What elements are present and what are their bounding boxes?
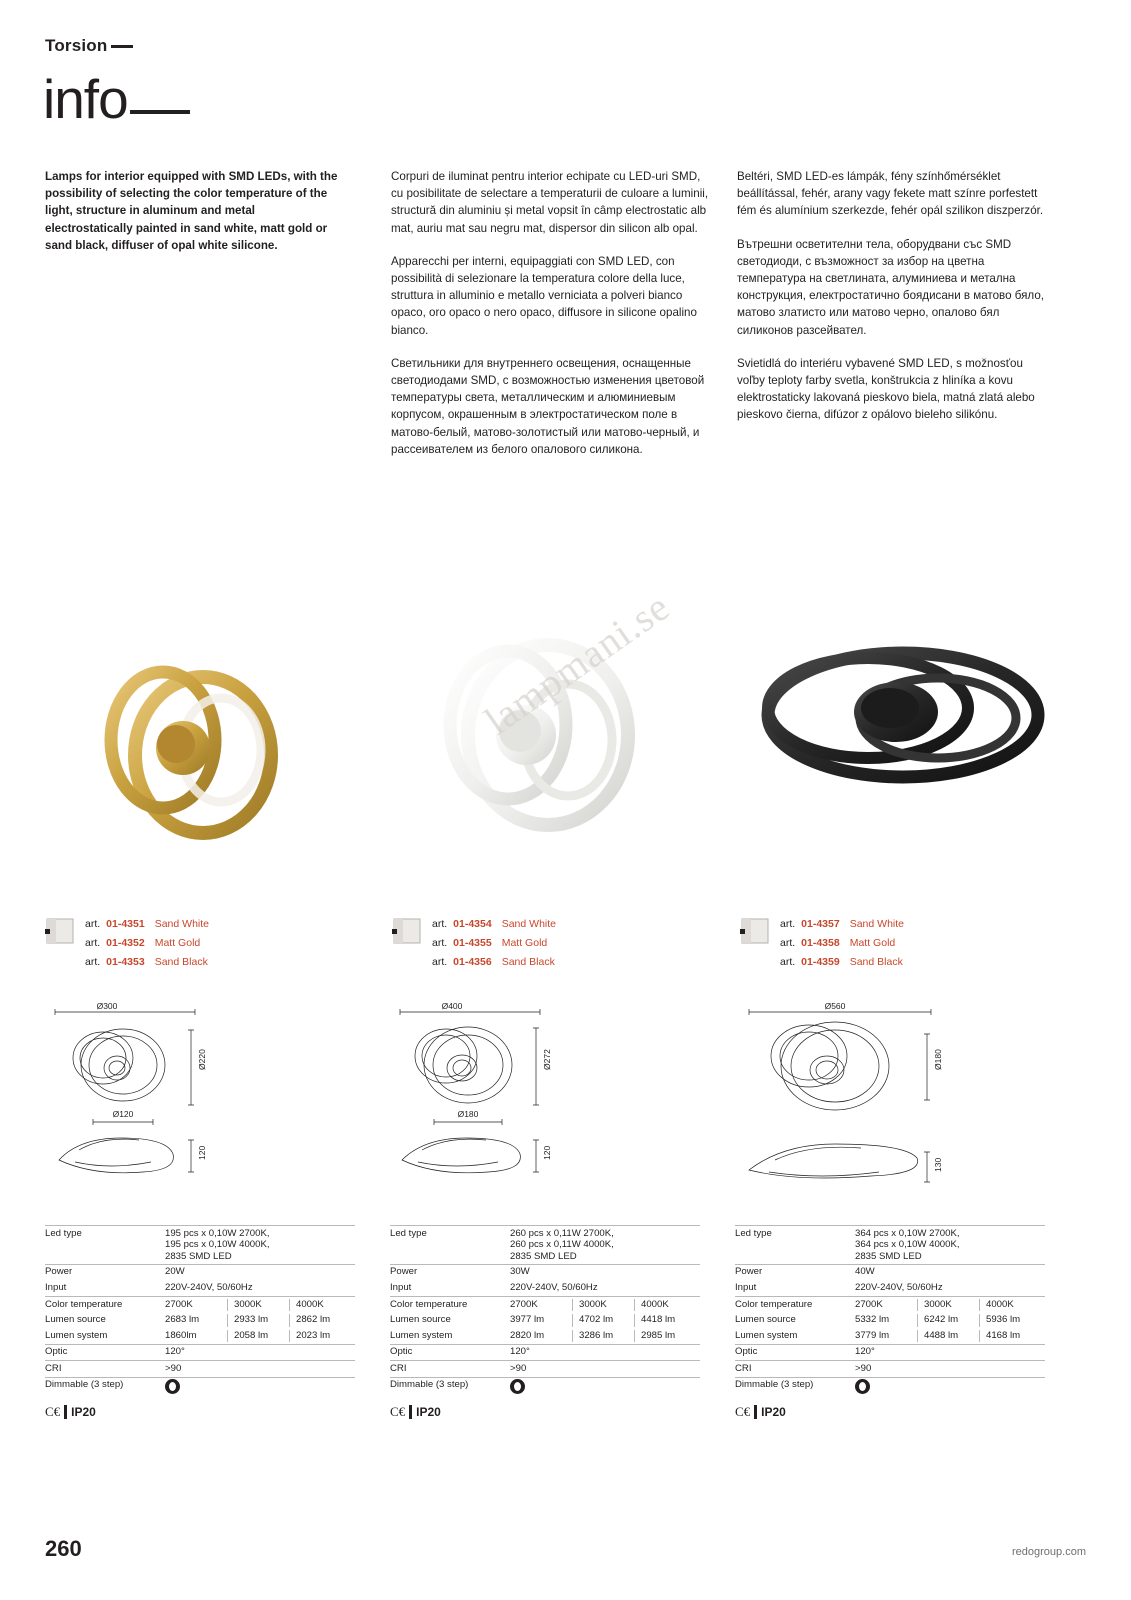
product-photo-white <box>375 600 720 900</box>
lumen-source-value: 5332 lm <box>855 1314 890 1325</box>
art-number: 01-4353 <box>106 956 145 968</box>
art-number: 01-4357 <box>801 918 840 930</box>
spec-value: 220V-240V, 50/60Hz <box>165 1281 253 1293</box>
product-photo-black <box>730 600 1075 900</box>
led-type-line: 195 pcs x 0,10W 2700K, <box>165 1227 270 1239</box>
technical-drawings <box>0 1000 1131 1210</box>
art-label: art. <box>780 956 796 968</box>
spec-row-lumen-source <box>735 1313 1045 1329</box>
art-number: 01-4356 <box>453 956 492 968</box>
ce-mark-icon: C€ <box>45 1404 61 1419</box>
art-label: art. <box>432 918 448 930</box>
drawing-black-svg <box>735 1000 1065 1210</box>
art-finish: Sand White <box>501 918 556 930</box>
spec-label: Color temperature <box>390 1298 468 1310</box>
dim-diameter: Ø560 <box>824 1001 846 1011</box>
art-number: 01-4355 <box>453 937 492 949</box>
spec-label: Power <box>390 1266 418 1277</box>
spec-label: Lumen system <box>735 1329 798 1341</box>
drawing-black <box>735 1000 1065 1215</box>
lumen-source-value: 4702 lm <box>572 1314 634 1327</box>
spec-row-led-type <box>735 1226 1045 1264</box>
finish-swatch-icon <box>740 917 770 945</box>
art-finish: Sand Black <box>154 956 208 968</box>
spec-label: CRI <box>390 1362 407 1374</box>
ct-value: 4000K <box>289 1299 351 1312</box>
spec-table-black <box>735 1225 1045 1420</box>
led-type-line: 195 pcs x 0,10W 4000K, <box>165 1239 270 1250</box>
code-row <box>780 934 904 953</box>
art-finish: Sand White <box>849 918 904 930</box>
drawing-gold-svg <box>45 1000 355 1210</box>
description-column-en <box>45 168 345 270</box>
code-row <box>85 915 209 934</box>
spec-row-cri <box>390 1361 700 1377</box>
finish-swatch-icon <box>45 917 75 945</box>
spec-label: Led type <box>45 1227 82 1239</box>
led-type-line: 260 pcs x 0,11W 2700K, <box>510 1227 614 1239</box>
spec-label: Power <box>735 1266 763 1277</box>
spec-value <box>165 1226 355 1264</box>
dim-diameter: Ø400 <box>441 1001 463 1011</box>
product-photo-gold <box>20 600 365 900</box>
code-row <box>85 934 209 953</box>
spec-label: Input <box>45 1281 67 1293</box>
ce-mark-icon: C€ <box>735 1404 751 1419</box>
torsion-gold-illustration <box>43 600 343 890</box>
code-row <box>432 915 556 934</box>
ip-rating: IP20 <box>409 1405 441 1419</box>
spec-row-lumen-source <box>45 1313 355 1329</box>
art-finish: Matt Gold <box>154 937 201 949</box>
spec-value <box>510 1328 700 1344</box>
lumen-system-value: 2058 lm <box>227 1330 289 1343</box>
description-paragraph: Svietidlá do interiéru vybavené SMD LED, s možnosťou voľby teploty farby svetla, konštrukcia z hliníka a kovu elektrostaticky lakovaná pieskovo biela, matná zlatá alebo pieskovo čierna, difúzor z opálovo bieleho silikónu. <box>737 356 1035 422</box>
led-type-line: 364 pcs x 0,10W 2700K, <box>855 1227 960 1239</box>
lumen-system-value: 4168 lm <box>979 1330 1041 1343</box>
code-block-white <box>392 915 556 972</box>
spec-value: 30W <box>510 1266 530 1277</box>
spec-value <box>165 1313 355 1329</box>
spec-value <box>510 1313 700 1329</box>
lumen-system-value: 2023 lm <box>289 1330 351 1343</box>
lumen-system-value: 3286 lm <box>572 1330 634 1343</box>
art-label: art. <box>85 956 101 968</box>
description-column-mid <box>391 168 711 474</box>
spec-label: Lumen source <box>45 1314 106 1325</box>
art-finish: Matt Gold <box>501 937 548 949</box>
lumen-source-value: 3977 lm <box>510 1314 545 1325</box>
lumen-source-value: 5936 lm <box>979 1314 1041 1327</box>
description-paragraph: Вътрешни осветителни тела, оборудвани със SMD светодиоди, с възможност за избор на цветна температура на светлината, алуминиева и метална конструкция, електростатично боядисани в матово бяло, матово златисто или матово черно, опалово бял силиконов разсейвател. <box>737 237 1044 337</box>
ip-rating: IP20 <box>754 1405 786 1419</box>
spec-value: 220V-240V, 50/60Hz <box>855 1281 943 1293</box>
art-label: art. <box>780 918 796 930</box>
drawing-gold <box>45 1000 355 1215</box>
ip-rating: IP20 <box>64 1405 96 1419</box>
spec-row-power <box>735 1265 1045 1281</box>
spec-value <box>855 1313 1045 1329</box>
brand-dash <box>111 45 133 48</box>
dimmable-icon <box>855 1378 1045 1398</box>
page-number: 260 <box>45 1536 82 1561</box>
spec-value <box>165 1297 355 1313</box>
dim-height-front: Ø180 <box>933 1049 943 1070</box>
spec-row-input <box>390 1280 700 1296</box>
art-number: 01-4358 <box>801 937 840 949</box>
art-finish: Matt Gold <box>849 937 896 949</box>
art-number: 01-4354 <box>453 918 492 930</box>
code-row <box>780 953 904 972</box>
dim-height-front: Ø220 <box>197 1049 207 1070</box>
spec-label: Optic <box>45 1346 68 1357</box>
dim-center: Ø180 <box>457 1109 479 1119</box>
spec-value <box>855 1297 1045 1313</box>
description-column-right <box>737 168 1047 440</box>
spec-value <box>855 1226 1045 1264</box>
brand-label: Torsion <box>45 36 108 55</box>
page-title <box>43 68 190 130</box>
dim-diameter: Ø300 <box>96 1001 118 1011</box>
spec-label: Dimmable (3 step) <box>735 1379 814 1390</box>
spec-label: CRI <box>45 1362 62 1374</box>
ct-value: 2700K <box>510 1298 538 1310</box>
code-row <box>432 953 556 972</box>
spec-value: 220V-240V, 50/60Hz <box>510 1281 598 1293</box>
spec-row-input <box>735 1280 1045 1296</box>
spec-label: CRI <box>735 1362 752 1374</box>
spec-row-color-temperature <box>390 1297 700 1313</box>
certification-line <box>735 1404 1045 1420</box>
certification-line <box>45 1404 355 1420</box>
spec-value <box>855 1328 1045 1344</box>
code-block-black <box>740 915 904 972</box>
art-label: art. <box>432 956 448 968</box>
spec-label: Dimmable (3 step) <box>45 1379 124 1390</box>
led-type-line: 2835 SMD LED <box>510 1250 577 1262</box>
code-block-gold <box>45 915 209 972</box>
ct-value: 4000K <box>979 1299 1041 1312</box>
spec-row-lumen-system <box>735 1328 1045 1344</box>
title-underline <box>130 110 190 114</box>
led-type-line: 2835 SMD LED <box>855 1250 922 1262</box>
ct-value: 3000K <box>917 1299 979 1312</box>
spec-label: Lumen source <box>390 1314 451 1325</box>
ct-value: 4000K <box>634 1299 696 1312</box>
spec-row-power <box>390 1265 700 1281</box>
spec-row-color-temperature <box>45 1297 355 1313</box>
spec-row-optic <box>390 1345 700 1361</box>
art-number: 01-4359 <box>801 956 840 968</box>
spec-label: Lumen system <box>390 1329 453 1341</box>
spec-row-optic <box>735 1345 1045 1361</box>
spec-row-input <box>45 1280 355 1296</box>
watermark: lampmani.se <box>476 583 678 744</box>
description-columns <box>45 168 1085 474</box>
spec-value: 20W <box>165 1266 185 1277</box>
description-paragraph: Apparecchi per interni, equipaggiati con SMD LED, con possibilità di selezionare la temperatura colore della luce, struttura in alluminio e metallo verniciata a polveri bianco opaco, oro opaco o nero opaco, diffusore in silicone opalino bianco. <box>391 254 697 337</box>
code-row <box>432 934 556 953</box>
description-paragraph: Corpuri de iluminat pentru interior echipate cu LED-uri SMD, cu posibilitate de selectare a temperaturii de culoare a luminii, structură din aluminiu și metal vopsit în câmp electrostatic alb mat, auriu mat sau negru mat, dispersor din silicon alb opal. <box>391 170 709 235</box>
spec-value: 40W <box>855 1266 875 1277</box>
spec-value: >90 <box>855 1362 872 1374</box>
torsion-white-illustration <box>398 600 698 890</box>
spec-label: Color temperature <box>735 1298 813 1310</box>
art-label: art. <box>85 937 101 949</box>
lumen-system-value: 4488 lm <box>917 1330 979 1343</box>
spec-label: Lumen system <box>45 1329 108 1341</box>
dim-depth: 130 <box>933 1157 943 1172</box>
drawing-white <box>390 1000 700 1215</box>
dim-depth: 120 <box>197 1145 207 1160</box>
spec-label: Optic <box>390 1346 413 1357</box>
dimmable-icon <box>165 1378 355 1398</box>
led-type-line: 260 pcs x 0,11W 4000K, <box>510 1239 614 1250</box>
spec-row-led-type <box>45 1226 355 1264</box>
art-finish: Sand Black <box>501 956 555 968</box>
spec-row-lumen-system <box>45 1328 355 1344</box>
spec-row-optic <box>45 1345 355 1361</box>
spec-value <box>510 1297 700 1313</box>
lumen-source-value: 4418 lm <box>634 1314 696 1327</box>
certification-line <box>390 1404 700 1420</box>
spec-row-power <box>45 1265 355 1281</box>
product-images <box>0 600 1131 930</box>
art-label: art. <box>432 937 448 949</box>
lumen-system-value: 2985 lm <box>634 1330 696 1343</box>
website-url: redogroup.com <box>1012 1546 1086 1558</box>
art-number: 01-4352 <box>106 937 145 949</box>
lumen-source-value: 2683 lm <box>165 1314 200 1325</box>
spec-value: >90 <box>510 1362 527 1374</box>
spec-label: Power <box>45 1266 73 1277</box>
spec-table-white <box>390 1225 700 1420</box>
drawing-white-svg <box>390 1000 700 1210</box>
spec-row-led-type <box>390 1226 700 1264</box>
spec-label: Color temperature <box>45 1298 123 1310</box>
spec-label: Led type <box>735 1227 772 1239</box>
spec-value <box>165 1328 355 1344</box>
ct-value: 3000K <box>227 1299 289 1312</box>
ct-value: 3000K <box>572 1299 634 1312</box>
art-label: art. <box>85 918 101 930</box>
description-paragraph: Lamps for interior equipped with SMD LEDs, with the possibility of selecting the color temperature of the light, structure in aluminum and metal electrostatically painted in sand white, matt gold or sand black, diffuser of opal white silicone. <box>45 170 338 252</box>
ct-value: 2700K <box>855 1298 883 1310</box>
spec-row-lumen-system <box>390 1328 700 1344</box>
spec-row-color-temperature <box>735 1297 1045 1313</box>
spec-row-dimmable <box>390 1378 700 1398</box>
description-paragraph: Beltéri, SMD LED-es lámpák, fény színhőmérséklet beállítással, fehér, arany vagy fekete matt színre porfestett fém és alumínium szerkezde, fehér opál szilikon diszperzór. <box>737 170 1044 218</box>
lumen-source-value: 6242 lm <box>917 1314 979 1327</box>
dimmable-icon <box>510 1378 700 1398</box>
spec-label: Input <box>735 1281 757 1293</box>
spec-table-gold <box>45 1225 355 1420</box>
art-number: 01-4351 <box>106 918 145 930</box>
spec-value: >90 <box>165 1362 182 1374</box>
led-type-line: 2835 SMD LED <box>165 1250 232 1262</box>
lumen-system-value: 1860lm <box>165 1329 197 1341</box>
dim-center: Ø120 <box>112 1109 134 1119</box>
spec-row-cri <box>735 1361 1045 1377</box>
brand-name <box>45 36 133 56</box>
page-title-text: info <box>43 68 128 130</box>
ct-value: 2700K <box>165 1298 193 1310</box>
spec-value: 120° <box>510 1346 530 1357</box>
spec-value: 120° <box>165 1346 185 1357</box>
spec-row-lumen-source <box>390 1313 700 1329</box>
dim-depth: 120 <box>542 1145 552 1160</box>
code-row <box>85 953 209 972</box>
torsion-black-illustration <box>738 600 1068 890</box>
spec-value <box>510 1226 700 1264</box>
spec-row-dimmable <box>45 1378 355 1398</box>
code-row <box>780 915 904 934</box>
spec-label: Dimmable (3 step) <box>390 1379 469 1390</box>
spec-value: 120° <box>855 1346 875 1357</box>
lumen-system-value: 3779 lm <box>855 1329 890 1341</box>
spec-label: Lumen source <box>735 1314 796 1325</box>
spec-label: Input <box>390 1281 412 1293</box>
lumen-source-value: 2862 lm <box>289 1314 351 1327</box>
ce-mark-icon: C€ <box>390 1404 406 1419</box>
finish-swatch-icon <box>392 917 422 945</box>
spec-row-dimmable <box>735 1378 1045 1398</box>
spec-row-cri <box>45 1361 355 1377</box>
art-label: art. <box>780 937 796 949</box>
spec-label: Optic <box>735 1346 758 1357</box>
art-finish: Sand White <box>154 918 209 930</box>
spec-label: Led type <box>390 1227 427 1239</box>
lumen-system-value: 2820 lm <box>510 1329 545 1341</box>
description-paragraph: Светильники для внутреннего освещения, оснащенные светодиодами SMD, с возможностью изменения цветовой температуры света, металлическим и алюминиевым корпусом, окрашенным в электростатическом поле в матово-белый, матово-золотистый или матово-черный, и рассеивателем из белого опалового силикона. <box>391 356 705 456</box>
lumen-source-value: 2933 lm <box>227 1314 289 1327</box>
art-finish: Sand Black <box>849 956 903 968</box>
dim-height-front: Ø272 <box>542 1049 552 1070</box>
led-type-line: 364 pcs x 0,10W 4000K, <box>855 1239 960 1250</box>
